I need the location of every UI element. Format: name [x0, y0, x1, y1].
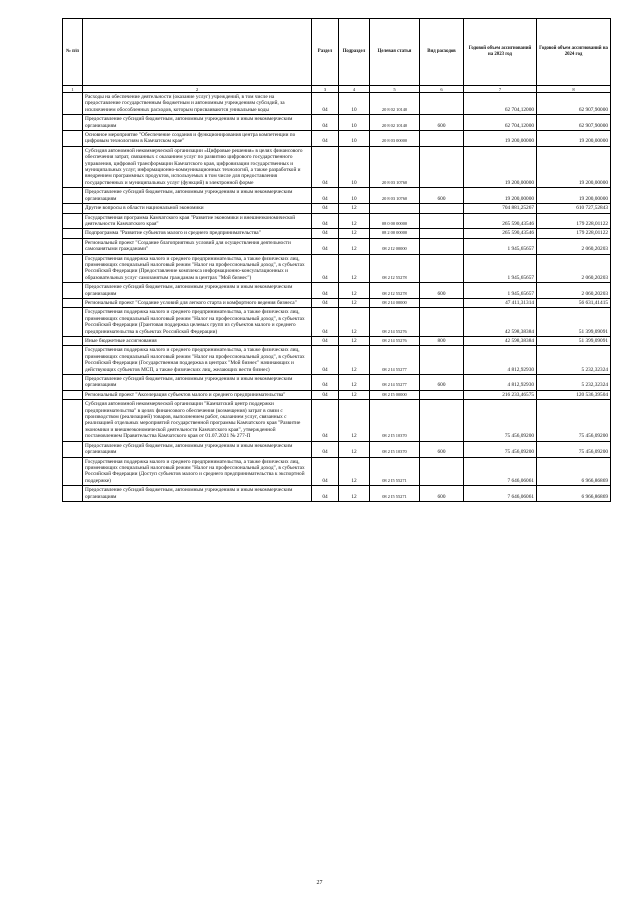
- row-target-article: 08 2 00 00000: [370, 229, 420, 238]
- row-index: [63, 346, 83, 375]
- row-description: Государственная поддержка малого и среднего предпринимательства, а также физических лиц, применяющих специальный налоговый режим "Налог на профессиональный доход", в субъектах Российской Федерации (Доступ субъектов малого и среднего предпринимательства к экспортной поддержке): [83, 457, 312, 486]
- row-description: Государственная программа Камчатского края "Развитие экономики и внешнеэкономической деятельности Камчатского края": [83, 213, 312, 229]
- row-amount-2024: 62 907,90000: [537, 115, 611, 131]
- row-amount-2024: 179 228,01122: [537, 229, 611, 238]
- row-index: [63, 204, 83, 213]
- row-expense-type: [420, 93, 464, 115]
- row-description: Субсидия автономной некоммерческой организации "Камчатский центр поддержки предпринимательства" в целях финансового обеспечения (возмещения) затрат в связи с производством (реализацией) товаров, выполнением работ, оказанием услуг, связанных с реализацией отдельных мероприятий государственной программы Камчатского края "Развитие экономики и внешнеэкономической деятельности Камчатского края", утвержденной постановлением Правительства Камчатского края от 01.07.2021 № 277-П: [83, 400, 312, 441]
- row-description: Предоставление субсидий бюджетным, автономным учреждениям и иным некоммерческим организациям: [83, 283, 312, 299]
- row-section: 04: [312, 229, 339, 238]
- row-amount-2023: 7 646,06061: [464, 457, 537, 486]
- budget-table: [62, 18, 611, 502]
- row-index: [63, 93, 83, 115]
- row-description: Предоставление субсидий бюджетным, автономным учреждениям и иным некоммерческим организациям: [83, 375, 312, 391]
- row-section: 04: [312, 146, 339, 187]
- row-subsection: 10: [339, 93, 370, 115]
- row-amount-2024: 19 200,00000: [537, 131, 611, 147]
- row-expense-type: [420, 400, 464, 441]
- row-expense-type: [420, 204, 464, 213]
- row-expense-type: [420, 146, 464, 187]
- row-amount-2023: 47 411,31314: [464, 298, 537, 307]
- row-target-article: 08 2 I4 00000: [370, 298, 420, 307]
- row-description: Субсидия автономной некоммерческой организации «Цифровые решения» в целях финансового обеспечения затрат, связанных с оказанием услуг по развитию цифрового государственного управления, цифровой трансформации Камчатского края, цифровизации государственных и муниципальных услуг, информационно-коммуникационных технологий, а также разработкой и внедрением программных продуктов, используемых в том числе для предоставления государственных и муниципальных услуг (функций) в электронной форме: [83, 146, 312, 187]
- table-row: [63, 390, 611, 399]
- row-amount-2024: 19 200,00000: [537, 146, 611, 187]
- row-subsection: 12: [339, 254, 370, 283]
- row-amount-2024: 5 232,32324: [537, 346, 611, 375]
- row-amount-2023: 42 598,38384: [464, 308, 537, 337]
- row-subsection: 12: [339, 283, 370, 299]
- row-target-article: 20 8 03 10760: [370, 188, 420, 204]
- column-number: 8: [537, 86, 611, 93]
- row-amount-2023: 704 881,25267: [464, 204, 537, 213]
- header-description: [83, 19, 312, 86]
- table-row: [63, 400, 611, 441]
- row-target-article: 08 2 I5 55271: [370, 486, 420, 502]
- column-number-row: [63, 86, 611, 93]
- row-expense-type: [420, 131, 464, 147]
- row-amount-2023: 216 233,46575: [464, 390, 537, 399]
- row-amount-2024: 5 232,32324: [537, 375, 611, 391]
- column-number: 2: [83, 86, 312, 93]
- row-target-article: 08 2 I5 00000: [370, 390, 420, 399]
- budget-table-container: [62, 18, 610, 502]
- row-description: Региональный проект "Акселерация субъектов малого и среднего предпринимательства": [83, 390, 312, 399]
- row-index: [63, 457, 83, 486]
- row-subsection: 12: [339, 375, 370, 391]
- row-amount-2024: 2 060,20203: [537, 254, 611, 283]
- table-row: [63, 283, 611, 299]
- row-expense-type: [420, 213, 464, 229]
- row-target-article: 08 2 I2 55278: [370, 283, 420, 299]
- row-target-article: 08 2 I4 55276: [370, 308, 420, 337]
- row-subsection: 12: [339, 390, 370, 399]
- row-subsection: 10: [339, 188, 370, 204]
- table-row: [63, 188, 611, 204]
- row-amount-2024: 179 228,01122: [537, 213, 611, 229]
- row-index: [63, 238, 83, 254]
- row-expense-type: 600: [420, 441, 464, 457]
- row-index: [63, 375, 83, 391]
- header-subsection: Подраздел: [339, 19, 370, 86]
- row-description: Предоставление субсидий бюджетным, автономным учреждениям и иным некоммерческим организациям: [83, 486, 312, 502]
- row-expense-type: [420, 238, 464, 254]
- row-subsection: 12: [339, 486, 370, 502]
- row-amount-2024: 56 631,41415: [537, 298, 611, 307]
- table-row: [63, 457, 611, 486]
- header-expense-type: Вид расходов: [420, 19, 464, 86]
- row-amount-2024: 62 907,90000: [537, 93, 611, 115]
- table-row: [63, 204, 611, 213]
- row-index: [63, 254, 83, 283]
- table-row: [63, 229, 611, 238]
- row-target-article: 20 8 02 10140: [370, 93, 420, 115]
- column-number: 7: [464, 86, 537, 93]
- row-target-article: 08 2 I5 10370: [370, 441, 420, 457]
- table-row: [63, 254, 611, 283]
- row-amount-2023: 75 456,09200: [464, 400, 537, 441]
- row-section: 04: [312, 93, 339, 115]
- column-number: 3: [312, 86, 339, 93]
- row-amount-2024: 75 456,09200: [537, 441, 611, 457]
- row-description: Предоставление субсидий бюджетным, автономным учреждениям и иным некоммерческим организациям: [83, 115, 312, 131]
- row-amount-2023: 265 590,43546: [464, 229, 537, 238]
- row-index: [63, 188, 83, 204]
- table-row: [63, 146, 611, 187]
- row-target-article: 08 2 I2 00000: [370, 238, 420, 254]
- row-description: Государственная поддержка малого и среднего предпринимательства, а также физических лиц, применяющих специальный налоговый режим "Налог на профессиональный доход", в субъектах Российской Федерации (Государственная поддержка в центрах "Мой бизнес" начинающих и действующих субъектов МСП, а также физических лиц, желающих вести бизнес): [83, 346, 312, 375]
- row-subsection: 12: [339, 229, 370, 238]
- row-section: 04: [312, 337, 339, 346]
- row-description: Предоставление субсидий бюджетным, автономным учреждениям и иным некоммерческим организациям: [83, 188, 312, 204]
- row-expense-type: [420, 254, 464, 283]
- row-section: 04: [312, 346, 339, 375]
- row-amount-2023: 1 945,65657: [464, 254, 537, 283]
- row-section: 04: [312, 308, 339, 337]
- row-expense-type: 600: [420, 375, 464, 391]
- row-amount-2023: 62 704,12000: [464, 115, 537, 131]
- row-description: Государственная поддержка малого и среднего предпринимательства, а также физических лиц, применяющих специальный налоговый режим "Налог на профессиональный доход", в субъектах Российской Федерации (Предоставление комплекса информационно-консультационных и образовательных услуг самозанятым гражданам в центрах "Мой бизнес"): [83, 254, 312, 283]
- row-section: 04: [312, 441, 339, 457]
- row-subsection: 12: [339, 457, 370, 486]
- table-row: [63, 486, 611, 502]
- row-target-article: 08 2 I5 10370: [370, 400, 420, 441]
- row-index: [63, 298, 83, 307]
- row-index: [63, 486, 83, 502]
- row-description: Государственная поддержка малого и среднего предпринимательства, а также физических лиц, применяющих специальный налоговый режим "Налог на профессиональный доход", в субъектах Российской Федерации (Грантовая поддержка целевых групп из субъектов малого и среднего предпринимательства в субъектах Российской Федерации): [83, 308, 312, 337]
- row-amount-2024: 2 060,20203: [537, 283, 611, 299]
- row-description: Региональный проект "Создание благоприятных условий для осуществления деятельности самозанятыми гражданами": [83, 238, 312, 254]
- row-target-article: 08 0 00 00000: [370, 213, 420, 229]
- row-description: Предоставление субсидий бюджетным, автономным учреждениям и иным некоммерческим организациям: [83, 441, 312, 457]
- row-index: [63, 390, 83, 399]
- row-amount-2024: 19 200,00000: [537, 188, 611, 204]
- row-amount-2024: 2 060,20203: [537, 238, 611, 254]
- row-section: 04: [312, 457, 339, 486]
- row-amount-2023: 1 945,65657: [464, 238, 537, 254]
- row-subsection: 12: [339, 400, 370, 441]
- row-index: [63, 131, 83, 147]
- row-section: 04: [312, 283, 339, 299]
- row-amount-2024: 610 727,52843: [537, 204, 611, 213]
- row-expense-type: 800: [420, 337, 464, 346]
- row-section: 04: [312, 115, 339, 131]
- row-description: Региональный проект "Создание условий для легкого старта и комфортного ведения бизнеса": [83, 298, 312, 307]
- row-expense-type: [420, 390, 464, 399]
- row-subsection: 12: [339, 346, 370, 375]
- table-row: [63, 441, 611, 457]
- row-target-article: 08 2 I4 55277: [370, 346, 420, 375]
- row-index: [63, 400, 83, 441]
- row-description: Другие вопросы в области национальной экономики: [83, 204, 312, 213]
- table-header: [63, 19, 611, 86]
- row-amount-2024: 6 966,86869: [537, 486, 611, 502]
- row-description: Основное мероприятие "Обеспечение создания и функционирования центра компетенции по цифровым технологиям в Камчатском крае": [83, 131, 312, 147]
- row-section: 04: [312, 238, 339, 254]
- row-amount-2023: 7 646,06061: [464, 486, 537, 502]
- row-amount-2023: 4 812,92930: [464, 375, 537, 391]
- row-target-article: 08 2 I4 55277: [370, 375, 420, 391]
- column-number: 1: [63, 86, 83, 93]
- table-row: [63, 375, 611, 391]
- table-body: [63, 86, 611, 502]
- row-amount-2024: 75 456,09200: [537, 400, 611, 441]
- row-description: Расходы на обеспечение деятельности (оказание услуг) учреждений, в том числе на предоставление государственным бюджетным и автономным учреждениям субсидий, за исключением обособленных расходов, которым присваиваются уникальные коды: [83, 93, 312, 115]
- row-expense-type: [420, 346, 464, 375]
- row-amount-2023: 19 200,00000: [464, 146, 537, 187]
- row-subsection: 12: [339, 308, 370, 337]
- row-subsection: 12: [339, 213, 370, 229]
- row-index: [63, 213, 83, 229]
- row-subsection: 12: [339, 337, 370, 346]
- row-amount-2023: 42 598,38384: [464, 337, 537, 346]
- row-target-article: 20 8 03 00000: [370, 131, 420, 147]
- row-amount-2023: 75 456,09200: [464, 441, 537, 457]
- row-amount-2023: 4 812,92930: [464, 346, 537, 375]
- table-row: [63, 213, 611, 229]
- row-section: 04: [312, 298, 339, 307]
- row-subsection: 10: [339, 131, 370, 147]
- table-row: [63, 308, 611, 337]
- row-subsection: 12: [339, 238, 370, 254]
- header-amount-2024: Годовой объем ассигнований на 2024 год: [537, 19, 611, 86]
- header-target-article: Целевая статья: [370, 19, 420, 86]
- row-amount-2024: 51 399,09091: [537, 308, 611, 337]
- row-subsection: 10: [339, 146, 370, 187]
- row-target-article: [370, 204, 420, 213]
- row-amount-2023: 62 704,12000: [464, 93, 537, 115]
- row-index: [63, 229, 83, 238]
- row-subsection: 12: [339, 441, 370, 457]
- row-subsection: 12: [339, 204, 370, 213]
- row-section: 04: [312, 188, 339, 204]
- header-number: № п/п: [63, 19, 83, 86]
- row-amount-2024: 6 966,86869: [537, 457, 611, 486]
- row-index: [63, 283, 83, 299]
- row-amount-2024: 120 536,39504: [537, 390, 611, 399]
- header-amount-2023: Годовой объем ассигнований на 2023 год: [464, 19, 537, 86]
- row-expense-type: 600: [420, 115, 464, 131]
- row-section: 04: [312, 213, 339, 229]
- row-description: Иные бюджетные ассигнования: [83, 337, 312, 346]
- column-number: 4: [339, 86, 370, 93]
- row-section: 04: [312, 486, 339, 502]
- row-expense-type: [420, 298, 464, 307]
- row-amount-2023: 265 590,43546: [464, 213, 537, 229]
- row-expense-type: [420, 229, 464, 238]
- header-section: Раздел: [312, 19, 339, 86]
- row-index: [63, 308, 83, 337]
- row-amount-2023: 19 200,00000: [464, 188, 537, 204]
- row-section: 04: [312, 375, 339, 391]
- row-subsection: 10: [339, 115, 370, 131]
- row-amount-2024: 51 399,09091: [537, 337, 611, 346]
- row-target-article: 20 8 02 10140: [370, 115, 420, 131]
- row-description: Подпрограмма "Развитие субъектов малого и среднего предпринимательства": [83, 229, 312, 238]
- table-row: [63, 238, 611, 254]
- row-section: 04: [312, 131, 339, 147]
- table-row: [63, 346, 611, 375]
- row-subsection: 12: [339, 298, 370, 307]
- table-row: [63, 131, 611, 147]
- row-section: 04: [312, 390, 339, 399]
- row-expense-type: 600: [420, 486, 464, 502]
- table-row: [63, 298, 611, 307]
- row-target-article: 08 2 I5 55271: [370, 457, 420, 486]
- row-index: [63, 115, 83, 131]
- page-number: 27: [316, 880, 323, 886]
- row-expense-type: [420, 457, 464, 486]
- row-expense-type: 600: [420, 188, 464, 204]
- row-amount-2023: 1 945,65657: [464, 283, 537, 299]
- row-target-article: 08 2 I4 55276: [370, 337, 420, 346]
- row-expense-type: 600: [420, 283, 464, 299]
- table-row: [63, 115, 611, 131]
- row-index: [63, 441, 83, 457]
- row-target-article: 08 2 I2 55278: [370, 254, 420, 283]
- table-row: [63, 93, 611, 115]
- row-section: 04: [312, 254, 339, 283]
- column-number: 5: [370, 86, 420, 93]
- table-row: [63, 337, 611, 346]
- row-section: 04: [312, 400, 339, 441]
- row-section: 04: [312, 204, 339, 213]
- row-index: [63, 146, 83, 187]
- column-number: 6: [420, 86, 464, 93]
- row-target-article: 20 8 03 10760: [370, 146, 420, 187]
- row-amount-2023: 19 200,00000: [464, 131, 537, 147]
- row-expense-type: [420, 308, 464, 337]
- row-index: [63, 337, 83, 346]
